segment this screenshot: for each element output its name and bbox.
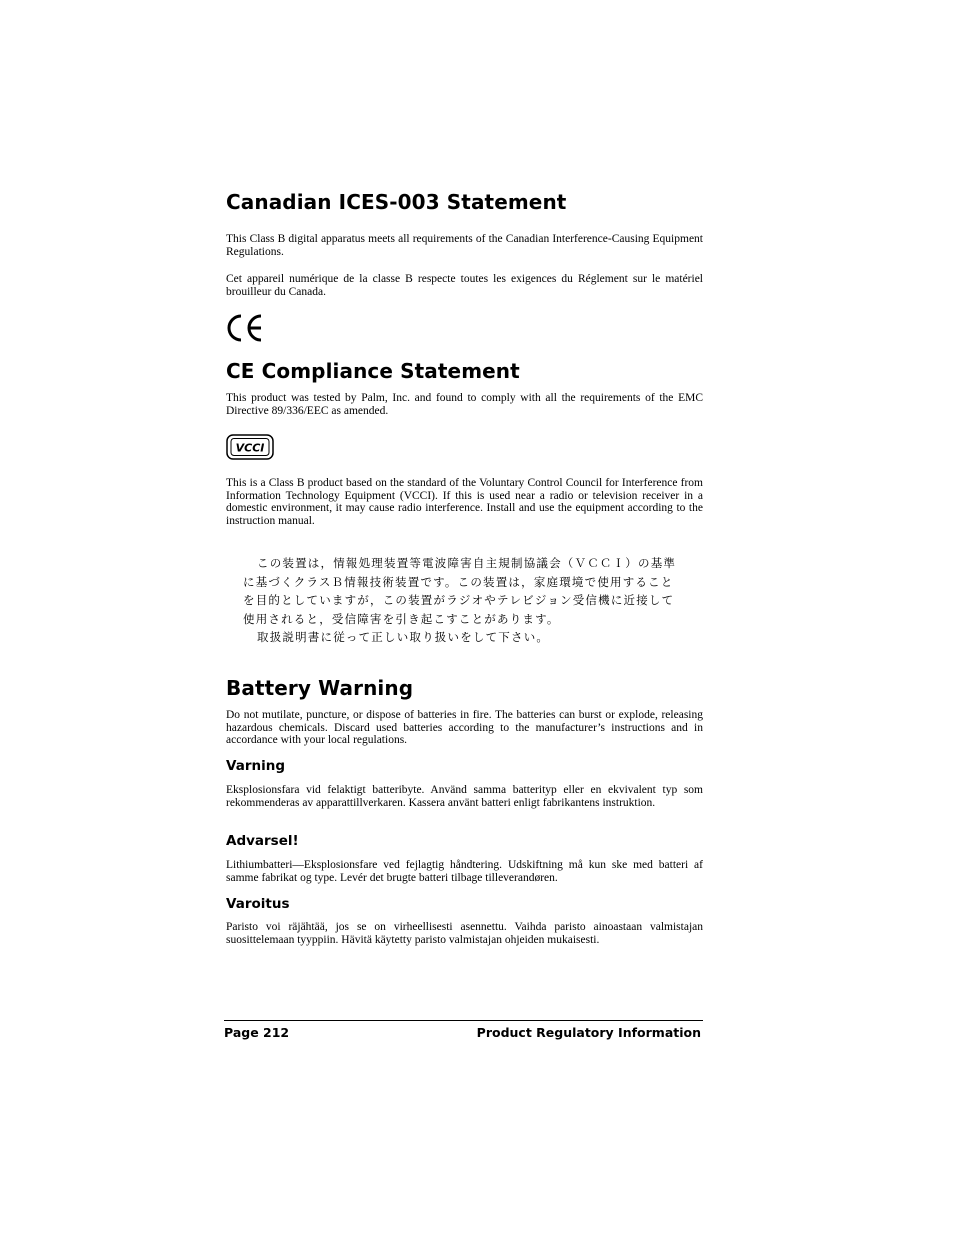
vcci-logo-icon [226,434,276,460]
japanese-line: を目的としていますが，この装置がラジオやテレビジョン受信機に近接して [243,593,675,607]
advarsel-para: Lithiumbatteri—Eksplosionsfare ved fejlagtig håndtering. Udskiftning må kun ske med batteri af samme fabrikat og type. Levér det brugte batteri tilbage tilleverandøren. [226,859,703,884]
japanese-line: 取扱説明書に従って正しい取り扱いをして下さい。 [257,630,550,644]
canadian-para-fr: Cet appareil numérique de la classe B respecte toutes les exigences du Réglement sur le matériel brouilleur du Canada. [226,273,703,298]
canadian-heading: Canadian ICES-003 Statement [226,190,567,214]
footer-title: Product Regulatory Information [476,1025,701,1040]
battery-heading: Battery Warning [226,676,414,700]
varoitus-heading: Varoitus [226,896,290,912]
vcci-japanese [226,554,703,647]
ce-para: This product was tested by Palm, Inc. and found to comply with all the requirements of the EMC Directive 89/336/EEC as amended. [226,392,703,417]
japanese-line: この装置は，情報処理装置等電波障害自主規制協議会（ＶＣＣＩ）の基準 [257,556,677,570]
footer-page-number: Page 212 [224,1025,290,1040]
japanese-line: 使用されると，受信障害を引き起こすことがあります。 [243,611,560,626]
canadian-para-en: This Class B digital apparatus meets all requirements of the Canadian Interference-Causing Equipment Regulations. [226,233,703,258]
ce-heading: CE Compliance Statement [226,359,520,383]
japanese-line: に基づくクラスＢ情報技術装置です。この装置は，家庭環境で使用すること [243,574,674,589]
ce-mark-icon [226,312,266,344]
battery-para: Do not mutilate, puncture, or dispose of batteries in fire. The batteries can burst or explode, releasing hazardous chemicals. Discard used batteries according to the manufacturer’s instructions and in accordance with your local regulations. [226,709,703,746]
vcci-logo-text: VCCI [235,441,265,455]
advarsel-heading: Advarsel! [226,833,299,849]
vcci-para: This is a Class B product based on the standard of the Voluntary Control Council for Interference from Information Technology Equipment (VCCI). If this is used near a radio or television receiver in a domestic environment, it may cause radio interference. Install and use the equipment according to the instruction manual. [226,477,703,527]
varning-heading: Varning [226,758,285,774]
varning-para: Eksplosionsfara vid felaktigt batteribyte. Använd samma batterityp eller en ekvivalent typ som rekommenderas av apparattillverkaren. Kassera använt batteri enligt fabrikantens instruktion. [226,784,703,809]
footer-rule [224,1020,703,1021]
varoitus-para: Paristo voi räjähtää, jos se on virheellisesti asennettu. Vaihda paristo ainoastaan valmistajan suosittelemaan tyyppiin. Hävitä käytetty paristo valmistajan ohjeiden mukaisesti. [226,921,703,946]
